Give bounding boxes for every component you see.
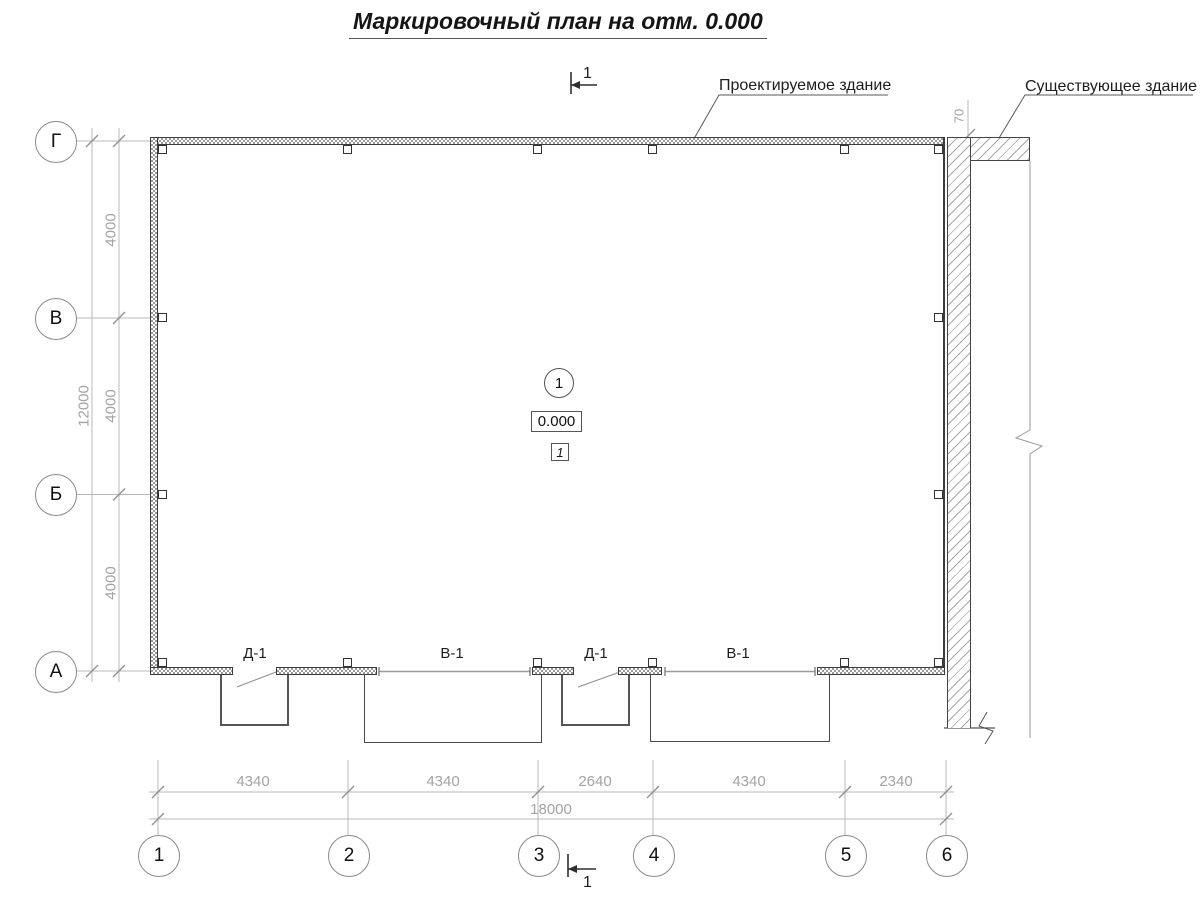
room-number-marker [544, 368, 574, 398]
bottom-extension-lines [158, 760, 946, 835]
dim-bottom-span-2: 4340 [426, 773, 460, 790]
pilaster [343, 658, 352, 667]
leader-designed-building [695, 95, 888, 137]
wall-bottom-segment-2 [276, 667, 377, 675]
pilaster [158, 658, 167, 667]
axis-label: В [49, 308, 63, 329]
axis-bubble-row-v [35, 298, 77, 340]
window-well-1 [364, 675, 542, 743]
axis-bubble-col-5 [825, 835, 867, 877]
axis-label: 6 [941, 845, 953, 866]
pilaster [533, 658, 542, 667]
door-label-1: Д-1 [243, 645, 267, 662]
window-label-2: В-1 [726, 645, 750, 662]
pilaster [343, 145, 352, 154]
zone-marker [551, 443, 569, 461]
existing-building-wall-vertical [947, 137, 971, 728]
pilaster [840, 658, 849, 667]
pilaster [158, 490, 167, 499]
axis-bubble-row-g [35, 121, 77, 163]
dim-left-span-2: 4000 [102, 389, 120, 423]
dim-left-span-1: 4000 [102, 213, 120, 247]
door-label-2: Д-1 [584, 645, 608, 662]
pilaster [934, 145, 943, 154]
wall-left [150, 137, 158, 675]
zone-number: 1 [556, 444, 564, 460]
axis-label: 1 [153, 845, 165, 866]
dim-bottom-span-4: 4340 [732, 773, 766, 790]
break-line-right [1016, 161, 1042, 738]
designed-building-label: Проектируемое здание [719, 77, 892, 94]
axis-label: 3 [533, 845, 545, 866]
axis-label: Б [49, 484, 63, 505]
existing-building-label: Существующее здание [1025, 78, 1198, 95]
axis-bubble-row-a [35, 651, 77, 693]
dim-bottom-span-5: 2340 [879, 773, 913, 790]
axis-label: Г [50, 131, 62, 152]
pilaster [158, 313, 167, 322]
axis-label: 2 [343, 845, 355, 866]
pilaster [840, 145, 849, 154]
pilaster [648, 658, 657, 667]
axis-bubble-row-b [35, 474, 77, 516]
wall-bottom-segment-5 [817, 667, 945, 675]
room-number: 1 [554, 374, 564, 392]
pilaster [934, 490, 943, 499]
dim-left-total: 12000 [75, 385, 93, 427]
section-number-top: 1 [583, 65, 592, 82]
dim-bottom-total: 18000 [530, 801, 572, 818]
axis-bubble-col-4 [633, 835, 675, 877]
pilaster [158, 145, 167, 154]
elevation-marker [531, 411, 582, 432]
pilaster [533, 145, 542, 154]
axis-bubble-col-6 [926, 835, 968, 877]
window-label-1: В-1 [440, 645, 464, 662]
drawing-title: Маркировочный план на отм. 0.000 [349, 8, 767, 39]
door-porch-1 [220, 675, 289, 726]
wall-bottom-segment-4 [618, 667, 662, 675]
pilaster [934, 313, 943, 322]
left-dimension-lines [92, 100, 968, 682]
axis-bubble-col-1 [138, 835, 180, 877]
dim-bottom-span-1: 4340 [236, 773, 270, 790]
wall-bottom-segment-1 [150, 667, 233, 675]
dim-left-span-3: 4000 [102, 566, 120, 600]
window-well-2 [650, 675, 830, 742]
pilaster [934, 658, 943, 667]
axis-bubble-col-3 [518, 835, 560, 877]
wall-top [150, 137, 945, 145]
dim-building-gap: 70 [951, 108, 967, 124]
axis-bubble-col-2 [328, 835, 370, 877]
elevation-value: 0.000 [537, 413, 576, 430]
axis-label: 5 [840, 845, 852, 866]
wall-bottom-segment-3 [532, 667, 574, 675]
section-number-bottom: 1 [583, 874, 592, 891]
existing-building-wall-top [971, 137, 1030, 161]
axis-label: 4 [648, 845, 660, 866]
wall-right-edge [943, 137, 945, 675]
dim-bottom-span-3: 2640 [578, 773, 612, 790]
pilaster [648, 145, 657, 154]
axis-label: А [49, 661, 63, 682]
door-porch-2 [561, 675, 630, 726]
